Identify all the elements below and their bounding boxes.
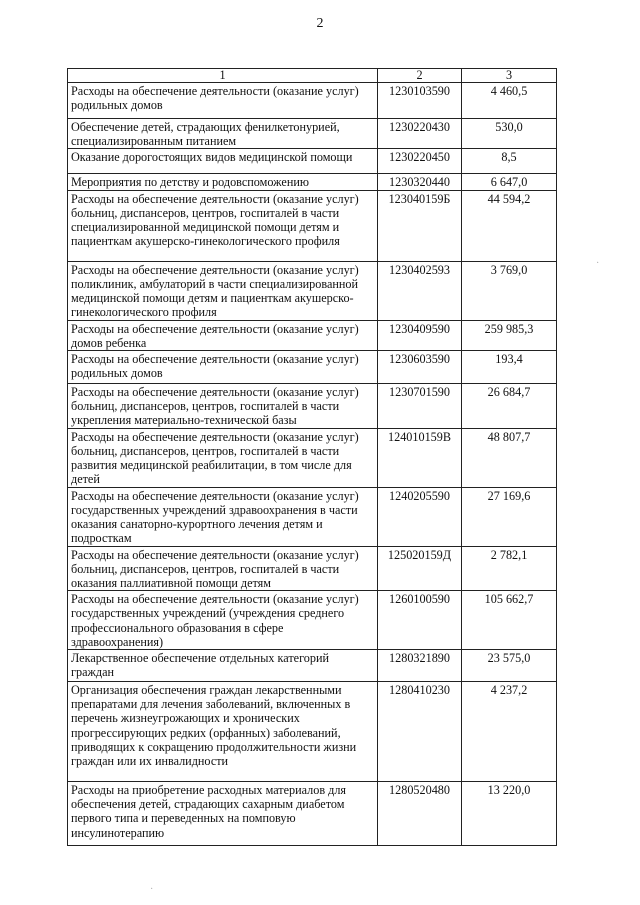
row-amount: 4 460,5 bbox=[462, 83, 557, 119]
table-row bbox=[68, 351, 557, 384]
row-code: 124010159В bbox=[378, 428, 462, 487]
row-amount: 6 647,0 bbox=[462, 174, 557, 190]
row-name: Расходы на обеспечение деятельности (оказание услуг) государственных учреждений (учреждения среднего профессионального образования в сфере здравоохранения) bbox=[68, 591, 378, 650]
table-row bbox=[68, 782, 557, 846]
row-code: 125020159Д bbox=[378, 546, 462, 591]
table-row bbox=[68, 487, 557, 546]
row-name: Расходы на обеспечение деятельности (оказание услуг) домов ребенка bbox=[68, 320, 378, 350]
table-row bbox=[68, 591, 557, 650]
row-amount: 259 985,3 bbox=[462, 320, 557, 350]
row-code: 1230603590 bbox=[378, 351, 462, 384]
row-amount: 44 594,2 bbox=[462, 190, 557, 261]
row-code: 1280410230 bbox=[378, 682, 462, 782]
row-amount: 530,0 bbox=[462, 119, 557, 149]
row-code: 1280520480 bbox=[378, 782, 462, 846]
row-name: Расходы на обеспечение деятельности (оказание услуг) больниц, диспансеров, центров, госпиталей в части укрепления материально-технической базы bbox=[68, 384, 378, 429]
row-name: Обеспечение детей, страдающих фенилкетонурией, специализированным питанием bbox=[68, 119, 378, 149]
row-name: Лекарственное обеспечение отдельных категорий граждан bbox=[68, 650, 378, 682]
table-row bbox=[68, 83, 557, 119]
row-amount: 105 662,7 bbox=[462, 591, 557, 650]
row-code: 1230220450 bbox=[378, 149, 462, 174]
table-row bbox=[68, 261, 557, 320]
row-code: 1230701590 bbox=[378, 384, 462, 429]
row-amount: 2 782,1 bbox=[462, 546, 557, 591]
row-amount: 4 237,2 bbox=[462, 682, 557, 782]
row-amount: 193,4 bbox=[462, 351, 557, 384]
row-code: 1230409590 bbox=[378, 320, 462, 350]
table-row bbox=[68, 650, 557, 682]
row-amount: 26 684,7 bbox=[462, 384, 557, 429]
budget-table bbox=[67, 68, 557, 846]
table-row bbox=[68, 384, 557, 429]
row-code: 1280321890 bbox=[378, 650, 462, 682]
row-code: 1230402593 bbox=[378, 261, 462, 320]
row-amount: 3 769,0 bbox=[462, 261, 557, 320]
page-number: 2 bbox=[316, 16, 324, 31]
row-amount: 48 807,7 bbox=[462, 428, 557, 487]
row-code: 1260100590 bbox=[378, 591, 462, 650]
column-header: 3 bbox=[462, 69, 557, 83]
row-name: Расходы на обеспечение деятельности (оказание услуг) родильных домов bbox=[68, 351, 378, 384]
row-code: 1230103590 bbox=[378, 83, 462, 119]
table-row bbox=[68, 174, 557, 190]
row-name: Организация обеспечения граждан лекарственными препаратами для лечения заболеваний, включенных в перечень жизнеугрожающих и хронических прогрессирующих редких (орфанных) заболеваний, приводящих к сокращению продолжительности жизни граждан или их инвалидности bbox=[68, 682, 378, 782]
table-header-row bbox=[68, 69, 557, 83]
row-code: 1240205590 bbox=[378, 487, 462, 546]
table-row bbox=[68, 428, 557, 487]
row-amount: 8,5 bbox=[462, 149, 557, 174]
row-amount: 27 169,6 bbox=[462, 487, 557, 546]
row-name: Расходы на обеспечение деятельности (оказание услуг) больниц, диспансеров, центров, госпиталей в части оказания паллиативной помощи детям bbox=[68, 546, 378, 591]
row-name: Расходы на обеспечение деятельности (оказание услуг) больниц, диспансеров, центров, госпиталей в части специализированной медицинской помощи детям и пациенткам акушерско-гинекологического профиля bbox=[68, 190, 378, 261]
row-code: 1230220430 bbox=[378, 119, 462, 149]
row-name: Расходы на обеспечение деятельности (оказание услуг) больниц, диспансеров, центров, госпиталей в части развития медицинской реабилитации, в том числе для детей bbox=[68, 428, 378, 487]
scan-mark: · bbox=[150, 884, 154, 895]
table-row bbox=[68, 320, 557, 350]
column-header: 1 bbox=[68, 69, 378, 83]
row-amount: 23 575,0 bbox=[462, 650, 557, 682]
row-name: Оказание дорогостоящих видов медицинской помощи bbox=[68, 149, 378, 174]
row-name: Расходы на обеспечение деятельности (оказание услуг) государственных учреждений здравоохранения в части оказания санаторно-курортного лечения детям и подросткам bbox=[68, 487, 378, 546]
column-header: 2 bbox=[378, 69, 462, 83]
table-row bbox=[68, 119, 557, 149]
row-code: 123040159Б bbox=[378, 190, 462, 261]
row-amount: 13 220,0 bbox=[462, 782, 557, 846]
table-row bbox=[68, 682, 557, 782]
scan-mark: · bbox=[596, 258, 600, 269]
table-row bbox=[68, 190, 557, 261]
table-row bbox=[68, 546, 557, 591]
row-name: Расходы на обеспечение деятельности (оказание услуг) родильных домов bbox=[68, 83, 378, 119]
row-code: 1230320440 bbox=[378, 174, 462, 190]
row-name: Расходы на приобретение расходных материалов для обеспечения детей, страдающих сахарным диабетом первого типа и переведенных на помповую инсулинотерапию bbox=[68, 782, 378, 846]
row-name: Мероприятия по детству и родовспоможению bbox=[68, 174, 378, 190]
table-row bbox=[68, 149, 557, 174]
row-name: Расходы на обеспечение деятельности (оказание услуг) поликлиник, амбулаторий в части специализированной медицинской помощи детям и пациенткам акушерско-гинекологического профиля bbox=[68, 261, 378, 320]
